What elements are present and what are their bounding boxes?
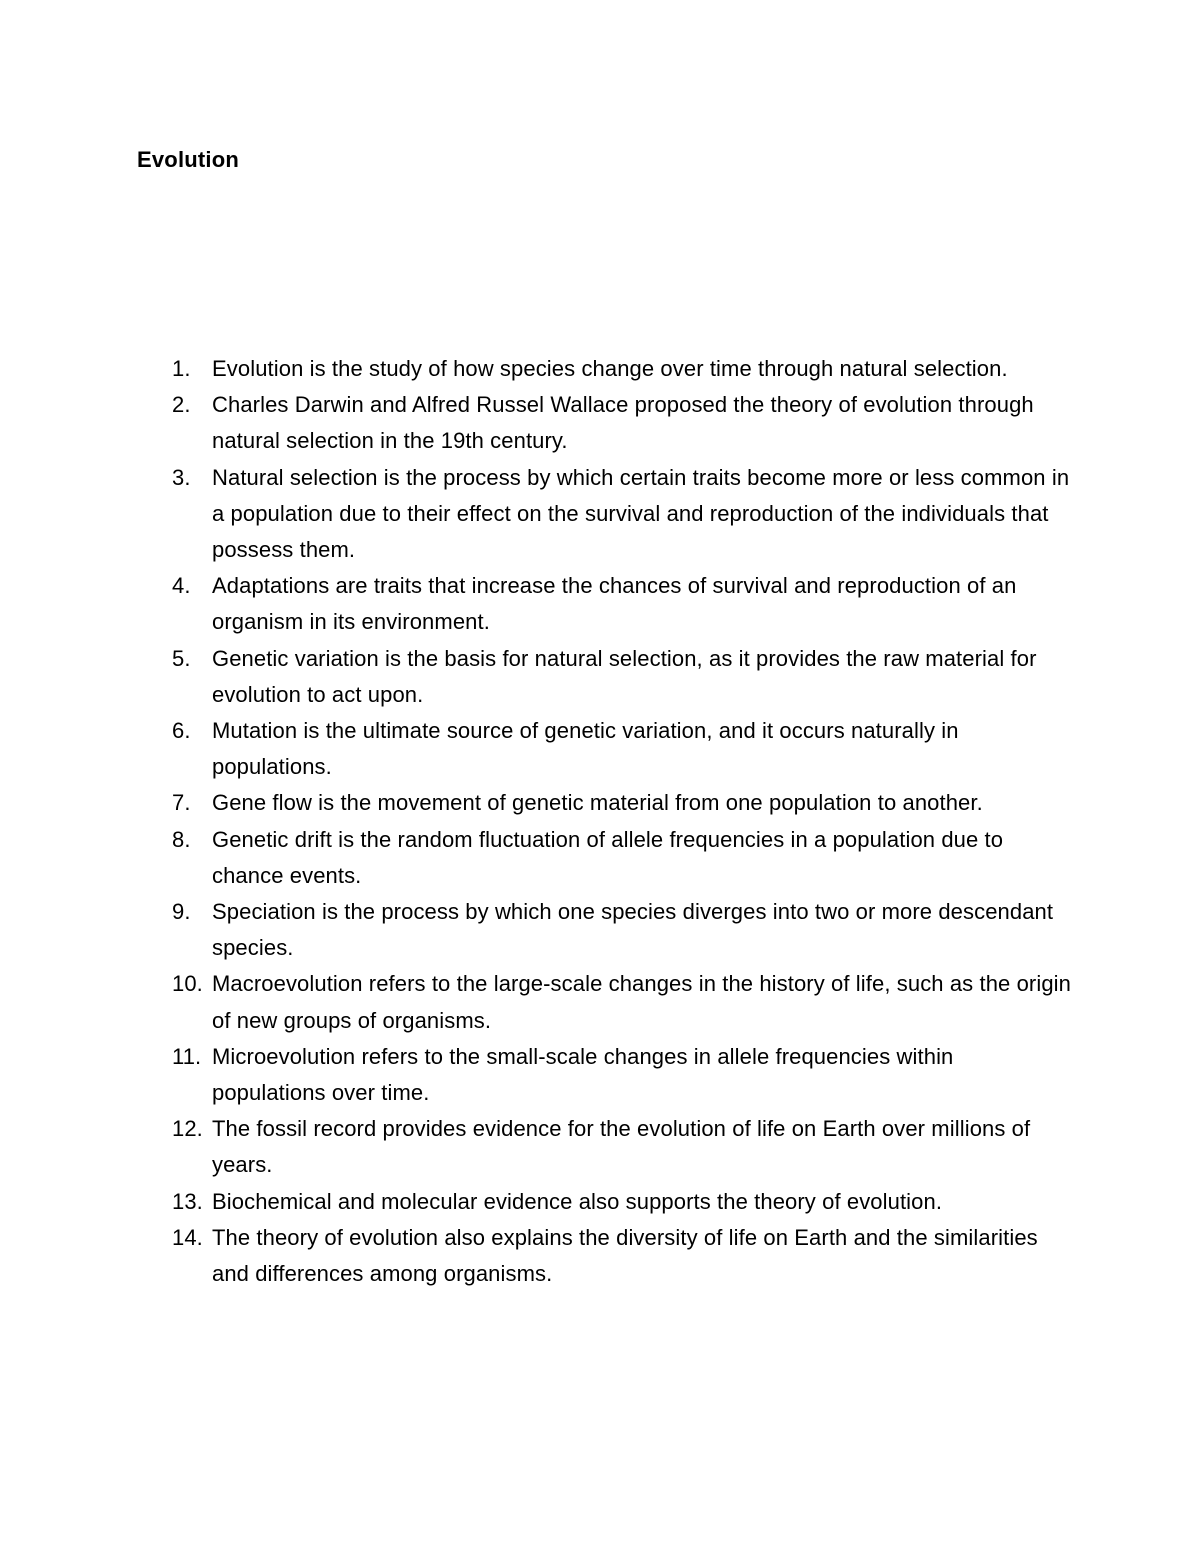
list-item xyxy=(172,1111,1072,1183)
list-item xyxy=(172,713,1072,785)
list-item-text: The theory of evolution also explains the diversity of life on Earth and the similarities and differences among organisms. xyxy=(212,1224,1038,1287)
list-item-number: 3. xyxy=(172,464,191,490)
list-item-number: 10. xyxy=(172,971,203,997)
list-item xyxy=(172,822,1072,894)
numbered-list xyxy=(172,351,1072,1292)
list-item-number: 12. xyxy=(172,1116,203,1142)
list-item xyxy=(172,1184,1072,1220)
list-item xyxy=(172,785,1072,821)
list-item-text: Charles Darwin and Alfred Russel Wallace proposed the theory of evolution through natural selection in the 19th century. xyxy=(212,392,1034,454)
list-item xyxy=(172,568,1072,640)
list-item xyxy=(172,966,1072,1038)
list-item-number: 4. xyxy=(172,573,191,599)
list-item-number: 8. xyxy=(172,826,191,852)
document-title: Evolution xyxy=(137,147,240,172)
list-item-text: Speciation is the process by which one species diverges into two or more descendant species. xyxy=(212,899,1054,961)
list-item xyxy=(172,1220,1072,1292)
list-item-text: Microevolution refers to the small-scale changes in allele frequencies within populations over time. xyxy=(212,1043,954,1106)
list-item xyxy=(172,1039,1072,1111)
list-item xyxy=(172,894,1072,966)
list-item-number: 1. xyxy=(172,356,191,381)
list-item-text: Evolution is the study of how species change over time through natural selection. xyxy=(212,356,1008,381)
list-item-number: 13. xyxy=(172,1188,203,1214)
list-item-text: The fossil record provides evidence for the evolution of life on Earth over millions of years. xyxy=(212,1116,1031,1178)
list-item xyxy=(172,641,1072,713)
list-item-text: Gene flow is the movement of genetic material from one population to another. xyxy=(212,790,983,816)
list-item-text: Adaptations are traits that increase the chances of survival and reproduction of an organism in its environment. xyxy=(212,573,1017,635)
list-item-text: Macroevolution refers to the large-scale changes in the history of life, such as the origin of new groups of organisms. xyxy=(212,971,1071,1033)
list-item-number: 11. xyxy=(172,1043,202,1069)
list-item-number: 2. xyxy=(172,392,191,418)
list-item-text: Mutation is the ultimate source of genetic variation, and it occurs naturally in populations. xyxy=(212,718,959,780)
list-item-number: 6. xyxy=(172,718,191,744)
list-item xyxy=(172,351,1072,387)
list-item-text: Biochemical and molecular evidence also supports the theory of evolution. xyxy=(212,1188,943,1214)
list-item-text: Genetic variation is the basis for natural selection, as it provides the raw material for evolution to act upon. xyxy=(212,645,1037,707)
list-item xyxy=(172,387,1072,459)
list-item-number: 14. xyxy=(172,1224,203,1250)
list-item-number: 7. xyxy=(172,790,191,816)
list-item-number: 9. xyxy=(172,899,191,925)
list-item-text: Genetic drift is the random fluctuation of allele frequencies in a population due to chance events. xyxy=(212,826,1004,888)
list-item-text: Natural selection is the process by which certain traits become more or less common in a population due to their effect on the survival and reproduction of the individuals that possess them. xyxy=(212,464,1070,563)
list-item-number: 5. xyxy=(172,645,191,671)
list-item xyxy=(172,460,1072,569)
